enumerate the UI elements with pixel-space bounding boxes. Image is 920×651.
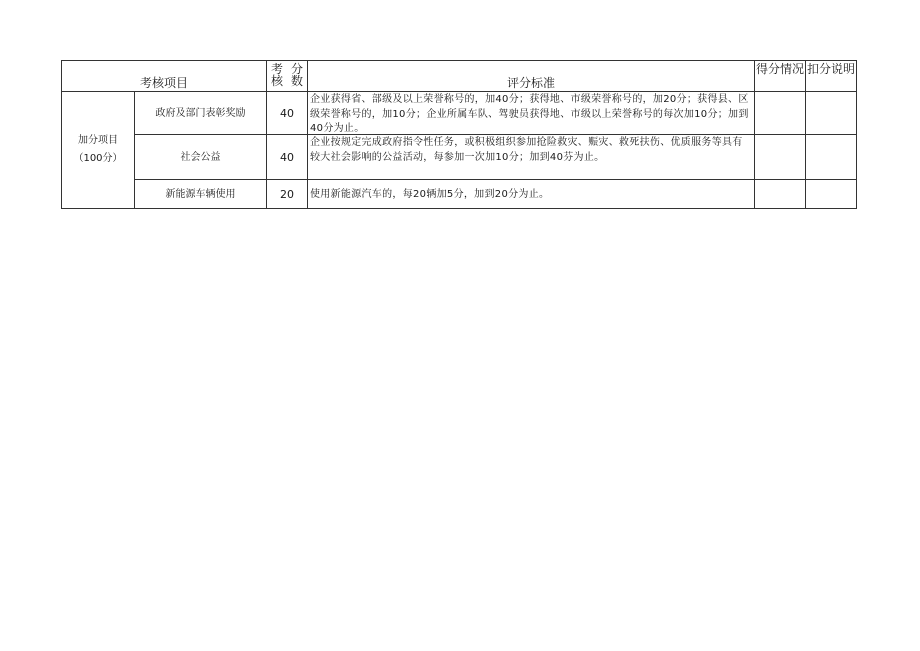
row-3-score-value: 20 <box>280 187 294 201</box>
header-score-line1: 考核 <box>270 62 283 88</box>
header-criteria <box>307 60 755 92</box>
header-deduct-line2: 明 <box>843 62 856 76</box>
row-1-item-label: 政府及部门表彰奖励 <box>155 107 246 119</box>
row-1-criteria-text: 企业获得省、部级及以上荣誉称号的，加40分；获得地、市级荣誉称号的，加20分；获得县、区级荣誉称号的，加10分；企业所属车队、驾驶员获得地、市级以上荣誉称号的每次加10分；加到40分为止。 <box>310 94 749 134</box>
header-score <box>266 60 308 92</box>
header-result-line2: 况 <box>792 62 805 76</box>
row-2-item-label: 社会公益 <box>180 151 221 163</box>
row-3-item-label: 新能源车辆使用 <box>165 188 236 200</box>
table-row-3-score <box>266 179 308 209</box>
header-deduct <box>805 60 857 92</box>
table-row-2-criteria <box>307 134 755 180</box>
table-row-2-item <box>134 134 267 180</box>
table-row-1-criteria <box>307 91 755 135</box>
table-row-1-result[interactable] <box>754 91 806 135</box>
table-row-3-item <box>134 179 267 209</box>
header-result-line1: 得分情 <box>755 62 792 76</box>
table-row-1-deduct[interactable] <box>805 91 857 135</box>
table-row-2-score <box>266 134 308 180</box>
row-3-criteria-text: 使用新能源汽车的，每20辆加5分，加到20分为止。 <box>310 188 550 200</box>
assessment-table <box>62 61 858 210</box>
header-project-label: 考核项目 <box>139 76 188 90</box>
header-criteria-label: 评分标准 <box>506 76 555 90</box>
header-result <box>754 60 806 92</box>
header-project <box>61 60 267 92</box>
table-row-1-item <box>134 91 267 135</box>
group-name-line2: （100分） <box>73 153 123 164</box>
row-2-score-value: 40 <box>280 150 294 164</box>
table-row-1-score <box>266 91 308 135</box>
group-name-line1: 加分项目 <box>78 135 118 146</box>
table-row-2-deduct[interactable] <box>805 134 857 180</box>
row-1-score-value: 40 <box>280 106 294 120</box>
table-row-2-result[interactable] <box>754 134 806 180</box>
group-bonus-items <box>61 91 135 209</box>
table-row-3-deduct[interactable] <box>805 179 857 209</box>
header-deduct-line1: 扣分说 <box>806 62 843 76</box>
table-row-3-criteria <box>307 179 755 209</box>
header-score-line2: 分数 <box>290 62 303 88</box>
table-row-3-result[interactable] <box>754 179 806 209</box>
row-2-criteria-text: 企业按规定完成政府指令性任务，或积极组织参加抢险救灾、赈灾、救死扶伤、优质服务等具有较大社会影响的公益活动，每参加一次加10分；加到40芬为止。 <box>310 137 743 163</box>
